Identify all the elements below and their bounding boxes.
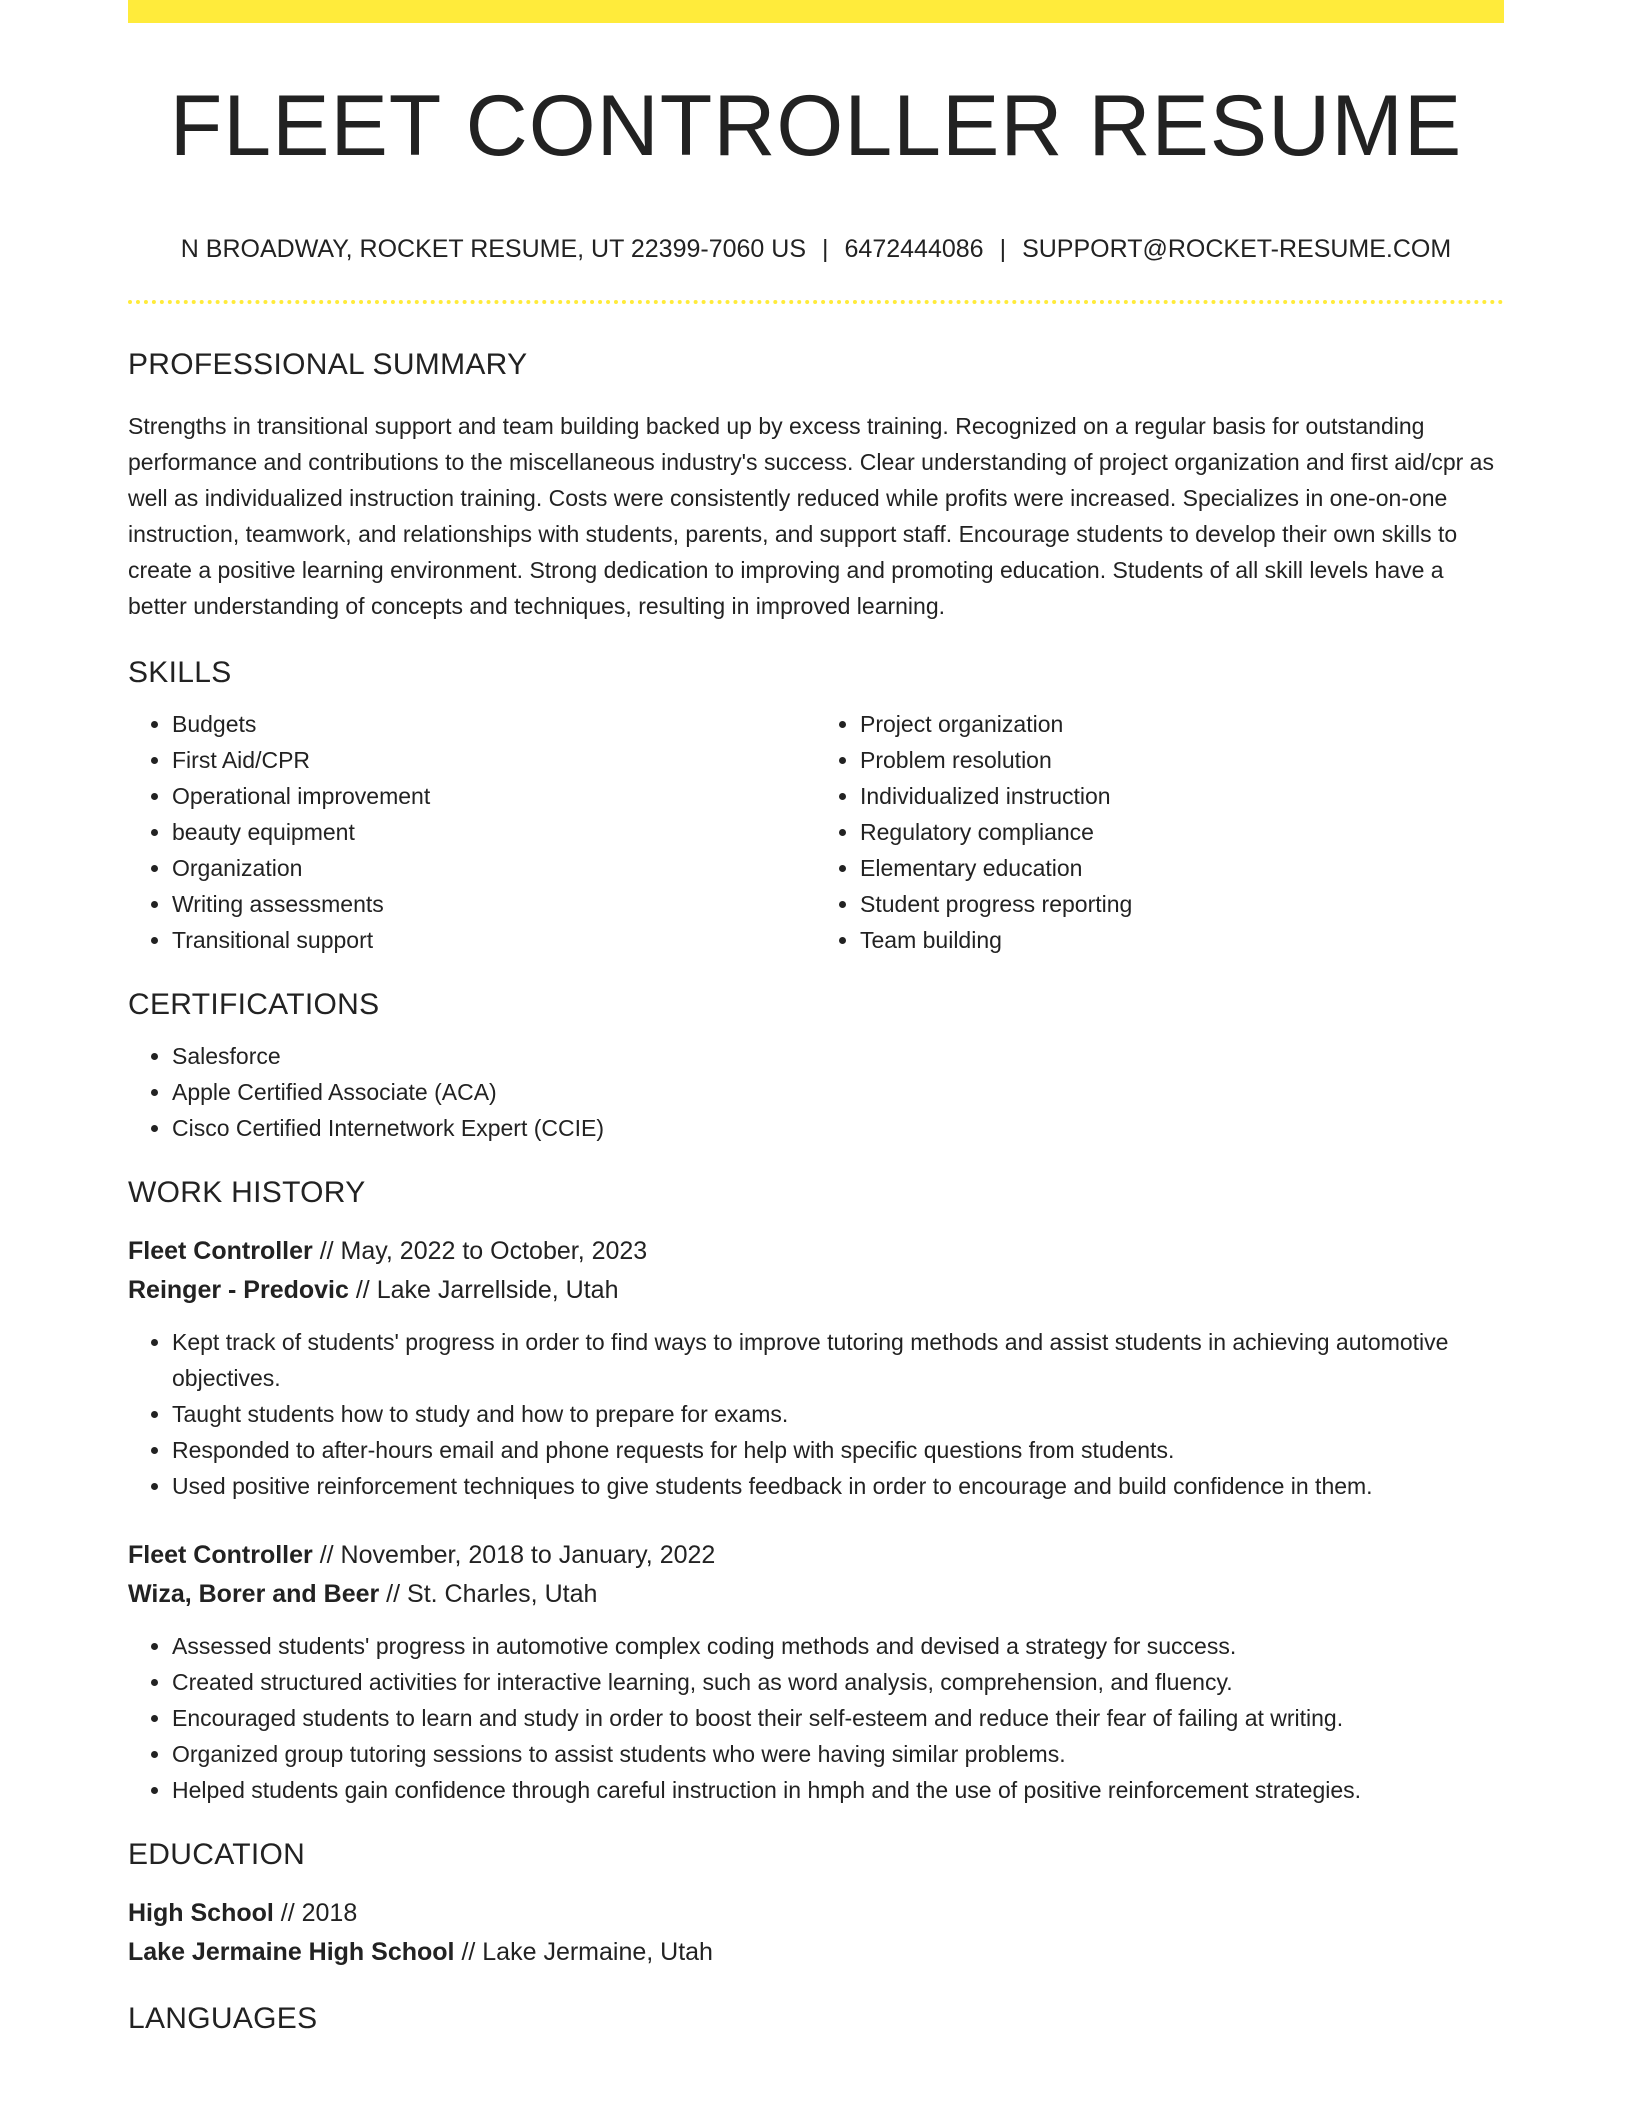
education-school-line (128, 1933, 1504, 1972)
skill-item: • Regulatory compliance (860, 814, 1504, 850)
education-section (128, 1838, 1504, 1972)
job-bullet: • Organized group tutoring sessions to assist students who were having similar problems. (172, 1736, 1504, 1772)
summary-heading: PROFESSIONAL SUMMARY (128, 348, 528, 381)
skill-item: • beauty equipment (172, 814, 816, 850)
education-year: // 2018 (273, 1899, 358, 1927)
education-location: // Lake Jermaine, Utah (454, 1938, 713, 1966)
job-role: Fleet Controller (128, 1237, 313, 1265)
contact-line (128, 235, 1504, 264)
job-bullet: • Used positive reinforcement techniques to give students feedback in order to encourage and build confidence in them. (172, 1468, 1504, 1504)
languages-heading: LANGUAGES (128, 2002, 318, 2035)
skill-item: • Writing assessments (172, 886, 816, 922)
skill-item: • First Aid/CPR (172, 742, 816, 778)
summary-section (128, 348, 1504, 624)
job-bullets (128, 1628, 1504, 1808)
skills-grid (128, 706, 1504, 958)
skills-list-right (816, 706, 1504, 958)
skill-item: • Transitional support (172, 922, 816, 958)
skill-item: • Problem resolution (860, 742, 1504, 778)
job-location: // Lake Jarrellside, Utah (348, 1276, 619, 1304)
job-company-line (128, 1271, 1504, 1310)
education-school: Lake Jermaine High School (128, 1938, 455, 1966)
skill-item: • Elementary education (860, 850, 1504, 886)
work-history-heading: WORK HISTORY (128, 1176, 366, 1209)
contact-phone: 6472444086 (844, 235, 984, 263)
job-company: Wiza, Borer and Beer (128, 1580, 380, 1608)
top-accent-bar (128, 0, 1504, 23)
skill-item: • Team building (860, 922, 1504, 958)
job-bullet: • Responded to after-hours email and phone requests for help with specific questions from students. (172, 1432, 1504, 1468)
job-bullet: • Helped students gain confidence through careful instruction in hmph and the use of positive reinforcement strategies. (172, 1772, 1504, 1808)
dotted-divider (128, 300, 1504, 304)
skill-item: • Operational improvement (172, 778, 816, 814)
job-dates: // November, 2018 to January, 2022 (312, 1541, 716, 1569)
job-dates: // May, 2022 to October, 2023 (312, 1237, 648, 1265)
job-entry (128, 1232, 1504, 1504)
certifications-section (128, 988, 1504, 1146)
job-bullet: • Created structured activities for interactive learning, such as word analysis, comprehension, and fluency. (172, 1664, 1504, 1700)
job-title-line (128, 1232, 1504, 1271)
skill-item: • Organization (172, 850, 816, 886)
job-role: Fleet Controller (128, 1541, 313, 1569)
contact-separator: | (822, 235, 829, 263)
certifications-heading: CERTIFICATIONS (128, 988, 380, 1021)
certification-item: • Cisco Certified Internetwork Expert (CCIE) (172, 1110, 1504, 1146)
skill-item: • Project organization (860, 706, 1504, 742)
skill-item: • Student progress reporting (860, 886, 1504, 922)
job-location: // St. Charles, Utah (379, 1580, 598, 1608)
job-title-line (128, 1536, 1504, 1575)
contact-address: N BROADWAY, ROCKET RESUME, UT 22399-7060 US (180, 235, 807, 263)
skills-heading: SKILLS (128, 656, 232, 689)
summary-text: Strengths in transitional support and team building backed up by excess training. Recognized on a regular basis for outstanding performance and contributions to the miscellaneous industry's success. Clear understanding of project organization and first aid/cpr as well as individualized instruction training. Costs were consistently reduced while profits were increased. Specializes in one-on-one instruction, teamwork, and relationships with students, parents, and support staff. Encourage students to develop their own skills to create a positive learning environment. Strong dedication to improving and promoting education. Students of all skill levels have a better understanding of concepts and techniques, resulting in improved learning. (128, 413, 1494, 619)
skills-section (128, 656, 1504, 958)
job-bullet: • Kept track of students' progress in order to find ways to improve tutoring methods and assist students in achieving automotive objectives. (172, 1324, 1504, 1396)
resume-title: FLEET CONTROLLER RESUME (169, 78, 1463, 174)
certifications-list (128, 1038, 1504, 1146)
job-bullet: • Assessed students' progress in automotive complex coding methods and devised a strategy for success. (172, 1628, 1504, 1664)
job-bullet: • Encouraged students to learn and study in order to boost their self-esteem and reduce their fear of failing at writing. (172, 1700, 1504, 1736)
education-degree-line (128, 1894, 1504, 1933)
education-heading: EDUCATION (128, 1838, 306, 1871)
contact-email: SUPPORT@ROCKET-RESUME.COM (1022, 235, 1452, 263)
job-entry (128, 1536, 1504, 1808)
education-degree: High School (128, 1899, 274, 1927)
skill-item: • Individualized instruction (860, 778, 1504, 814)
job-company: Reinger - Predovic (128, 1276, 349, 1304)
job-bullet: • Taught students how to study and how to prepare for exams. (172, 1396, 1504, 1432)
languages-section (128, 2002, 1504, 2036)
skill-item: • Budgets (172, 706, 816, 742)
job-bullets (128, 1324, 1504, 1504)
certification-item: • Salesforce (172, 1038, 1504, 1074)
resume-page (128, 0, 1504, 2036)
skills-list-left (128, 706, 816, 958)
job-company-line (128, 1575, 1504, 1614)
work-history-section (128, 1176, 1504, 1808)
contact-separator: | (999, 235, 1007, 263)
certification-item: • Apple Certified Associate (ACA) (172, 1074, 1504, 1110)
